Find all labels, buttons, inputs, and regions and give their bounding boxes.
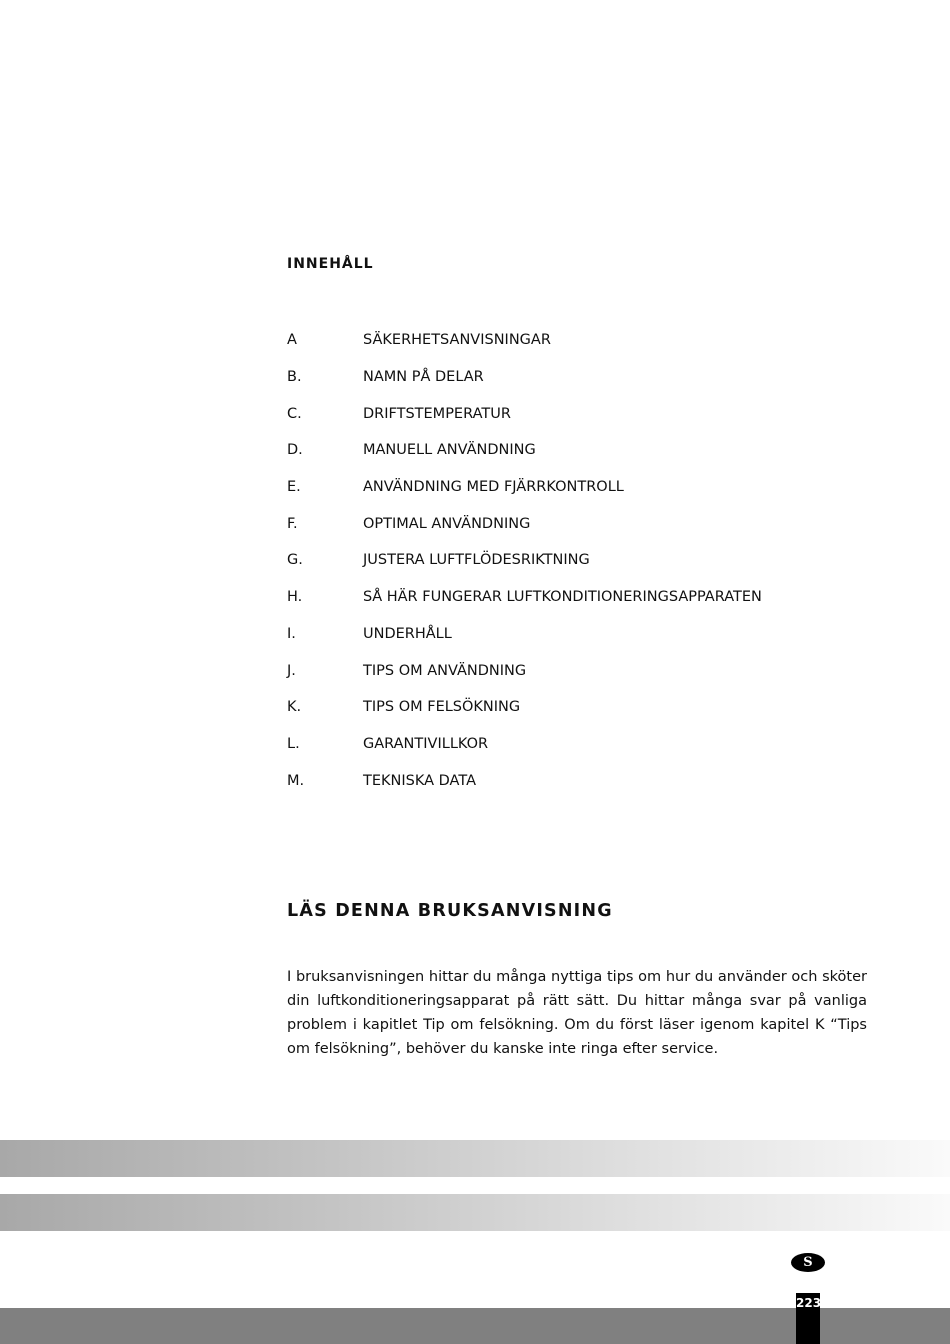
toc-item-letter: D. bbox=[287, 442, 303, 459]
toc-item-letter: L. bbox=[287, 735, 300, 752]
toc-item-title: NAMN PÅ DELAR bbox=[363, 369, 484, 386]
toc-item-letter: G. bbox=[287, 552, 303, 569]
intro-paragraph: I bruksanvisningen hittar du många nyttiga tips om hur du använder och sköter din luftkonditioneringsapparat på rätt sätt. Du hittar många svar på vanliga problem i kapitlet Tip om felsökning. Om du först läser igenom kapitel K “Tips om felsökning”, behöver du kanske inte ringa efter service. bbox=[287, 968, 867, 1057]
toc-item-title: OPTIMAL ANVÄNDNING bbox=[363, 515, 531, 532]
toc-item bbox=[287, 762, 762, 799]
toc-item bbox=[287, 689, 762, 726]
toc-item bbox=[287, 469, 762, 506]
page-number: 223 bbox=[796, 1296, 822, 1310]
toc-item-title: TIPS OM ANVÄNDNING bbox=[363, 662, 527, 679]
toc-item bbox=[287, 505, 762, 542]
toc-item bbox=[287, 616, 762, 653]
toc-item-letter: I. bbox=[287, 625, 296, 642]
toc-item-letter: F. bbox=[287, 515, 298, 532]
toc-item-letter: E. bbox=[287, 479, 301, 496]
toc-list bbox=[287, 322, 762, 799]
toc-item bbox=[287, 395, 762, 432]
toc-item-title: UNDERHÅLL bbox=[363, 625, 452, 642]
toc-item-letter: K. bbox=[287, 699, 302, 716]
toc-item-title: SÅ HÄR FUNGERAR LUFTKONDITIONERINGSAPPARATEN bbox=[363, 589, 762, 606]
toc-item-title: GARANTIVILLKOR bbox=[363, 735, 489, 752]
toc-item-letter: H. bbox=[287, 589, 303, 606]
toc-item-letter: B. bbox=[287, 369, 302, 386]
toc-item-letter: A bbox=[287, 332, 297, 349]
toc-item-title: ANVÄNDNING MED FJÄRRKONTROLL bbox=[363, 479, 624, 496]
toc-item bbox=[287, 542, 762, 579]
toc-item bbox=[287, 359, 762, 396]
language-badge-label: S bbox=[803, 1255, 813, 1270]
toc-item-title: DRIFTSTEMPERATUR bbox=[363, 405, 511, 422]
toc-item bbox=[287, 322, 762, 359]
section-heading: LÄS DENNA BRUKSANVISNING bbox=[287, 901, 613, 921]
toc-item-title: SÄKERHETSANVISNINGAR bbox=[363, 332, 551, 349]
toc-item-title: JUSTERA LUFTFLÖDESRIKTNING bbox=[363, 552, 590, 569]
language-badge bbox=[791, 1253, 825, 1272]
toc-item bbox=[287, 652, 762, 689]
toc-item-letter: J. bbox=[287, 662, 296, 679]
toc-item-letter: C. bbox=[287, 405, 302, 422]
toc-item bbox=[287, 726, 762, 763]
toc-item-title: TEKNISKA DATA bbox=[363, 772, 476, 789]
toc-heading: INNEHÅLL bbox=[287, 256, 374, 272]
decorative-gradient-band bbox=[0, 1194, 950, 1231]
decorative-gradient-band bbox=[0, 1140, 950, 1177]
toc-item-letter: M. bbox=[287, 772, 305, 789]
toc-item-title: TIPS OM FELSÖKNING bbox=[363, 699, 521, 716]
toc-item bbox=[287, 579, 762, 616]
toc-item-title: MANUELL ANVÄNDNING bbox=[363, 442, 536, 459]
toc-item bbox=[287, 432, 762, 469]
